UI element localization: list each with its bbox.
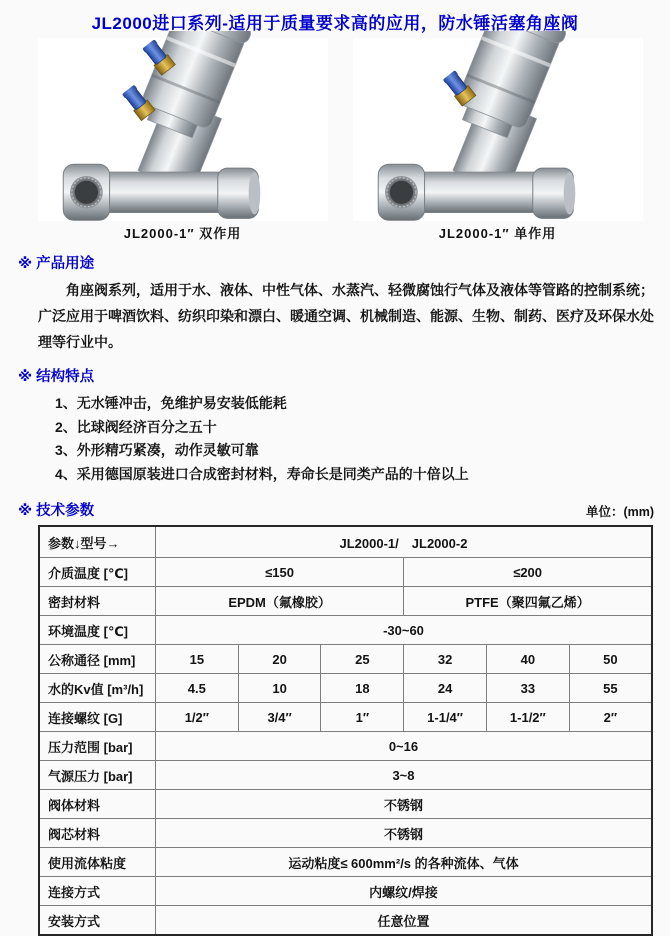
spec-row [39, 526, 652, 558]
spec-param-label: 阀芯材料 [39, 819, 155, 848]
spec-value: 1″ [321, 703, 404, 732]
feature-item: 3、外形精巧紧凑，动作灵敏可靠 [55, 442, 259, 458]
features-list [0, 392, 670, 486]
spec-param-label: 介质温度 [℃] [39, 558, 155, 587]
spec-row [39, 761, 652, 790]
spec-value: 不锈钢 [155, 819, 652, 848]
valve-body [378, 164, 575, 220]
spec-value: 不锈钢 [155, 790, 652, 819]
spec-row [39, 732, 652, 761]
spec-row [39, 587, 652, 616]
spec-row [39, 848, 652, 877]
specs-table-body [39, 526, 652, 935]
feature-item: 2、比球阀经济百分之五十 [55, 418, 217, 435]
product-photo-block-double [30, 38, 335, 244]
spec-value: -30~60 [155, 616, 652, 645]
spec-value: 1-1/2″ [486, 703, 569, 732]
spec-row [39, 674, 652, 703]
spec-row [39, 558, 652, 587]
spec-row [39, 703, 652, 732]
page-title: JL2000进口系列-适用于质量要求高的应用，防水锤活塞角座阀 [91, 14, 579, 33]
spec-value: 运动粘度≤ 600mm²/s 的各种流体、气体 [155, 848, 652, 877]
spec-value: 3/4″ [238, 703, 321, 732]
spec-value: 1/2″ [155, 703, 238, 732]
spec-row [39, 819, 652, 848]
spec-row [39, 616, 652, 645]
valve-photo-single-acting [353, 38, 643, 221]
spec-value: EPDM（氟橡胶） [155, 587, 403, 616]
spec-value: 20 [238, 645, 321, 674]
spec-value: 3~8 [155, 761, 652, 790]
spec-value: 2″ [569, 703, 652, 732]
spec-param-label: 气源压力 [bar] [39, 761, 155, 790]
feature-item: 4、采用德国原装进口合成密封材料，寿命长是同类产品的十倍以上 [55, 465, 469, 482]
spec-param-label: 使用流体粘度 [39, 848, 155, 877]
angle-seat-valve-illustration [38, 31, 328, 229]
usage-paragraph: 角座阀系列，适用于水、液体、中性气体、水蒸汽、轻微腐蚀行气体及液体等管路的控制系统；广泛应用于啤酒饮料、纺织印染和漂白、暖通空调、机械制造、能源、生物、制药、医疗及环保水处理等行业中。 [38, 282, 654, 350]
feature-item: 1、无水锤冲击，免维护易安装低能耗 [55, 395, 287, 411]
spec-row [39, 790, 652, 819]
spec-param-label: 密封材料 [39, 587, 155, 616]
spec-value: 4.5 [155, 674, 238, 703]
spec-value: 15 [155, 645, 238, 674]
spec-value: 10 [238, 674, 321, 703]
section-heading-specs: ※ 技术参数 [18, 503, 95, 519]
spec-param-label: 连接螺纹 [G] [39, 703, 155, 732]
spec-value: 33 [486, 674, 569, 703]
spec-value: 32 [404, 645, 487, 674]
spec-value: 18 [321, 674, 404, 703]
angle-seat-valve-illustration [353, 31, 643, 229]
spec-value: 25 [321, 645, 404, 674]
specs-header-row [0, 499, 670, 520]
spec-param-label: 参数↓型号→ [39, 526, 155, 558]
spec-value: 1-1/4″ [404, 703, 487, 732]
spec-value: 24 [404, 674, 487, 703]
spec-value: 40 [486, 645, 569, 674]
spec-param-label: 公称通径 [mm] [39, 645, 155, 674]
unit-note: 单位：(mm) [585, 505, 654, 519]
spec-param-label: 压力范围 [bar] [39, 732, 155, 761]
spec-row [39, 877, 652, 906]
spec-param-label: 水的Kv值 [m³/h] [39, 674, 155, 703]
photo-caption-double-acting: JL2000-1″ 双作用 [123, 226, 242, 241]
spec-param-label: 连接方式 [39, 877, 155, 906]
product-photo-block-single [345, 38, 650, 244]
spec-value: 55 [569, 674, 652, 703]
spec-row [39, 645, 652, 674]
spec-value: ≤200 [404, 558, 652, 587]
spec-value: ≤150 [155, 558, 403, 587]
valve-body [63, 164, 260, 220]
spec-value: 0~16 [155, 732, 652, 761]
spec-value: PTFE（聚四氟乙烯） [404, 587, 652, 616]
spec-value: JL2000-1/ JL2000-2 [155, 526, 652, 558]
spec-value: 内螺纹/焊接 [155, 877, 652, 906]
spec-param-label: 安装方式 [39, 906, 155, 936]
product-photos [0, 34, 670, 244]
spec-value: 任意位置 [155, 906, 652, 936]
section-heading-usage: ※ 产品用途 [18, 256, 95, 272]
specs-table [38, 525, 653, 936]
photo-caption-single-acting: JL2000-1″ 单作用 [438, 226, 557, 241]
valve-photo-double-acting [38, 38, 328, 221]
spec-param-label: 环境温度 [℃] [39, 616, 155, 645]
section-heading-features: ※ 结构特点 [18, 369, 95, 385]
spec-param-label: 阀体材料 [39, 790, 155, 819]
spec-value: 50 [569, 645, 652, 674]
spec-row [39, 906, 652, 936]
